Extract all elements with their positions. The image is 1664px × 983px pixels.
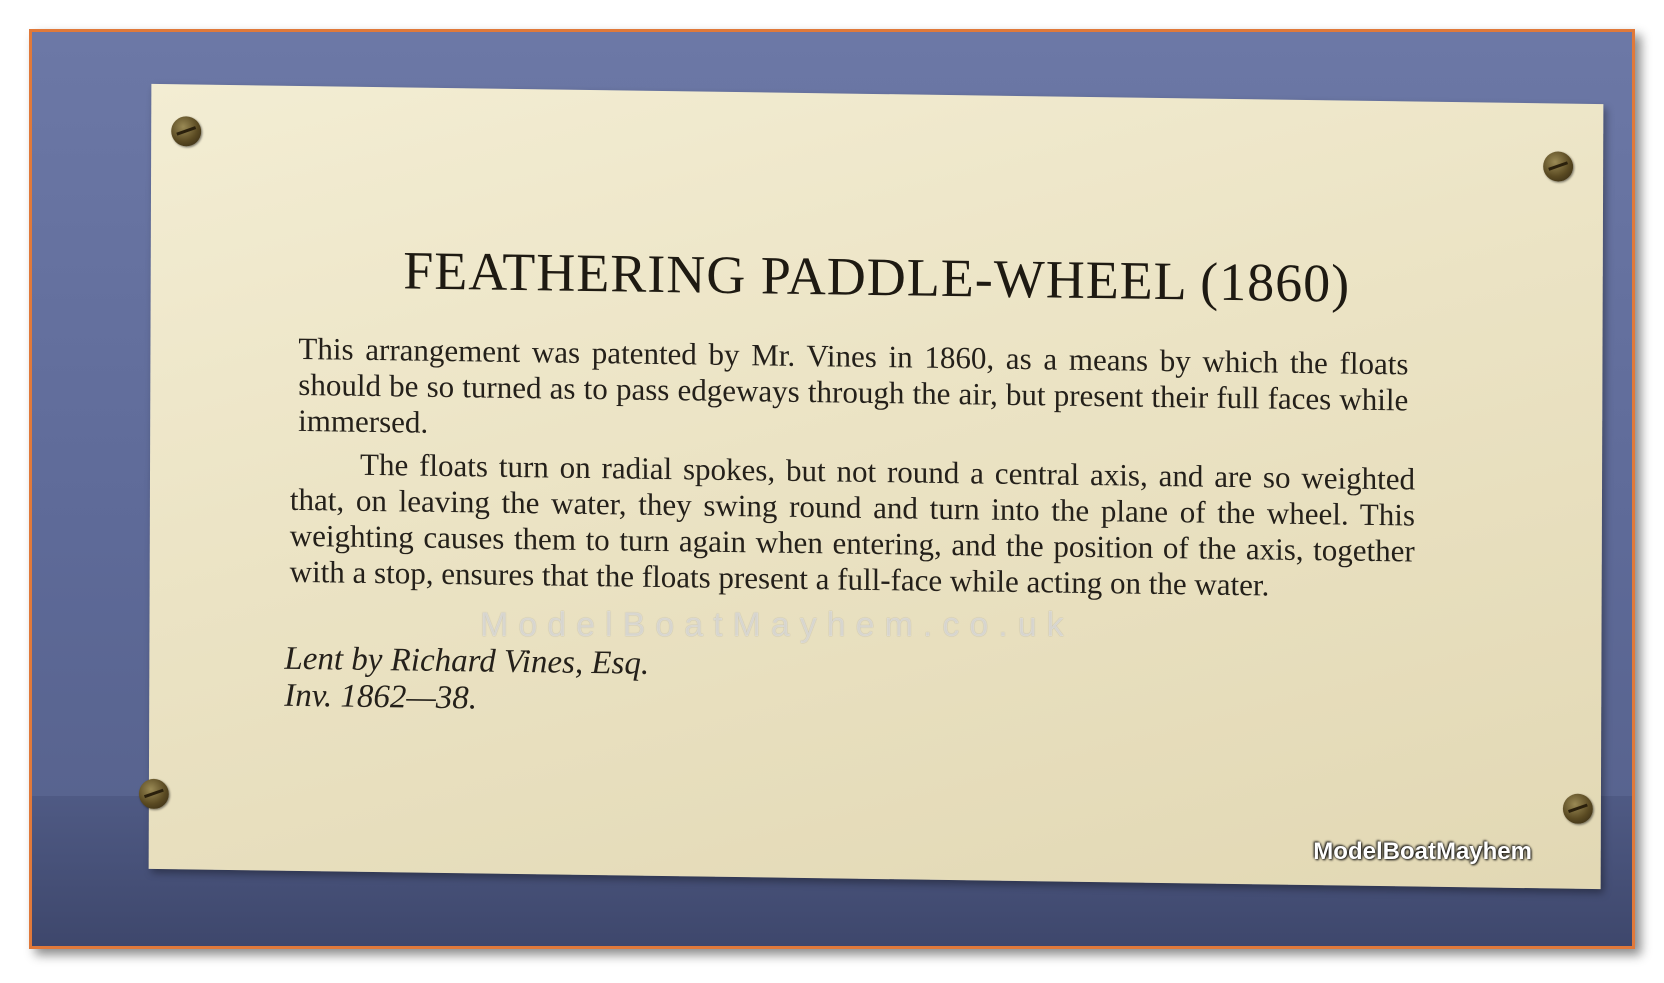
screw-top-right <box>1543 151 1573 181</box>
inventory-number: Inv. 1862—38. <box>284 677 478 717</box>
plaque-paragraph-2: The floats turn on radial spokes, but not round a central axis, and are so weighted that, on leaving the water, they swing round and turn into the plane of the wheel. This weighting causes them to turn again when entering, and the position of the axis, together with a stop, ensures that the floats present a full-face while acting on the water. <box>289 446 1416 603</box>
plaque-title: FEATHERING PADDLE-WHEEL (1860) <box>403 240 1351 314</box>
lent-by-text: Lent by Richard Vines, Esq. <box>284 640 650 682</box>
brand-label: ModelBoatMayhem <box>1313 838 1532 865</box>
photo-frame <box>29 29 1635 949</box>
plaque-paragraph-1: This arrangement was patented by Mr. Vines in 1860, as a means by which the floats should be so turned as to pass edgeways through the air, but present their full faces while immersed. <box>298 330 1409 440</box>
plaque-credit <box>284 641 649 720</box>
screw-top-left <box>171 116 201 146</box>
screw-bottom-left <box>139 779 169 809</box>
watermark-text: ModelBoatMayhem.co.uk <box>480 606 1074 644</box>
screw-bottom-right <box>1563 794 1593 824</box>
museum-plaque <box>149 84 1604 889</box>
